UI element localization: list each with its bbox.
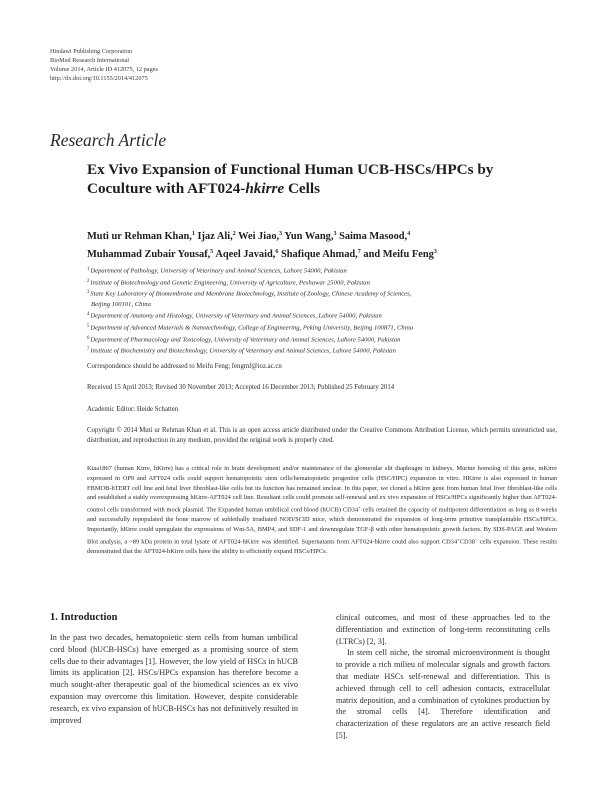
intro-paragraph-1-continued: clinical outcomes, and most of these approaches led to the differentiation and extinction of long-term reconstituting cells (LTRCs) [2, 3]. bbox=[336, 613, 550, 646]
author-affiliation-number: 5 bbox=[210, 248, 214, 255]
title-line-2-italic: hkirre bbox=[245, 180, 285, 197]
author-name: Shafique Ahmad, bbox=[280, 248, 358, 260]
affiliation-number: 4 bbox=[87, 312, 90, 318]
title-line-2-suffix: Cells bbox=[284, 180, 321, 197]
abstract-sup-3: − bbox=[475, 536, 478, 542]
affiliation-number: 1 bbox=[87, 267, 90, 272]
academic-editor: Academic Editor: Heide Schatten bbox=[87, 406, 179, 413]
affiliation-list bbox=[87, 265, 557, 357]
abstract bbox=[87, 464, 557, 557]
affiliation-text-continued: Beijing 100101, China bbox=[91, 301, 151, 309]
affiliation-text: Department of Anatomy and Histology, University of Veterinary and Animal Sciences, Lahore 54000, Pakistan bbox=[90, 312, 382, 320]
affiliation-item bbox=[87, 265, 557, 277]
journal-name: BioMed Research International bbox=[50, 57, 130, 64]
affiliation-number: 7 bbox=[87, 347, 90, 353]
affiliation-text: Department of Advanced Materials & Nanotechnology, College of Engineering, Peking University, Beijing 100871, China bbox=[90, 324, 414, 332]
masthead bbox=[50, 47, 158, 83]
author-name: Muti ur Rehman Khan, bbox=[87, 231, 192, 242]
author-name: Yun Wang, bbox=[284, 231, 334, 242]
abstract-part-3: CD38 bbox=[459, 538, 476, 546]
affiliation-number: 3 bbox=[87, 290, 90, 296]
correspondence: Correspondence should be addressed to Meifu Feng; fengmf@ioz.ac.cn bbox=[87, 363, 282, 370]
author-name: Saima Masood, bbox=[339, 231, 408, 242]
author-affiliation-number: 1 bbox=[191, 231, 195, 237]
affiliation-number: 5 bbox=[87, 324, 90, 330]
intro-paragraph-1: In the past two decades, hematopoietic stem cells from human umbilical cord blood (hUCB-HSCs) have emerged as a promising source of stem cells due to their advantages [1]. However, the low yield of HSCs in hUCB limits its application [2]. HSCs/HPCs expansion has therefore become a much sought-after therapeutic goal of the biomedical sciences as ex vivo expansion may overcome this limitation. However, despite considerable research, ex vivo expansion of hUCB-HSCs has not definitively resulted in improved bbox=[50, 633, 298, 725]
author-name: Wei Jiao, bbox=[238, 231, 280, 242]
affiliation-text: State Key Laboratory of Biomembrane and Membrane Biotechnology, Institute of Zoology, Chinese Academy of Sciences, bbox=[90, 290, 412, 298]
affiliation-item bbox=[87, 345, 557, 357]
abstract-part-4: cells expansion. These results demonstrated that the AFT024-hKirre cells have the ability to efficiently expand HSCs/HPCs. bbox=[87, 538, 557, 555]
affiliation-text: Department of Pharmacology and Toxicology, University of Veterinary and Animal Sciences, Lahore 54000, Pakistan bbox=[90, 336, 401, 344]
doi-link[interactable]: http://dx.doi.org/10.1155/2014/412075 bbox=[50, 75, 148, 82]
author-list bbox=[87, 227, 557, 262]
affiliation-item bbox=[87, 334, 557, 346]
article-title bbox=[87, 160, 557, 198]
affiliation-item bbox=[87, 288, 557, 310]
author-affiliation-number: 3 bbox=[333, 231, 337, 237]
author-affiliation-number: 3 bbox=[279, 231, 283, 237]
affiliation-item bbox=[87, 277, 557, 289]
affiliation-text: Department of Pathology, University of Veterinary and Animal Sciences, Lahore 54000, Pakistan bbox=[90, 267, 347, 275]
abstract-sup-2: + bbox=[457, 536, 460, 542]
affiliation-number: 6 bbox=[87, 335, 90, 341]
author-affiliation-number: 3 bbox=[433, 248, 437, 255]
author-name: and Meifu Feng bbox=[363, 248, 434, 260]
affiliation-number: 2 bbox=[87, 278, 90, 284]
abstract-part-2: cells retained the capacity of multipotent differentiation as long as 8 weeks and successfully repopulated the bone marrow of sublethally irradiated NOD/SCID mice, which demonstrated the expansion of long-term primitive transplantable HSCs/HPCs. Importantly, hKirre could upregulate the expressions of Wnt-5A, BMP4, and SDF-1 and downregulate TGF-β with other hematopoietic growth factors. By SDS-PAGE and Western Blot analysis, a ~89 kDa protein in total lysate of AFT024-hKirre was identified. Supernatants from AFT024-hkirre could also support CD34 bbox=[87, 506, 557, 546]
article-type: Research Article bbox=[50, 130, 167, 150]
author-affiliation-number: 4 bbox=[407, 231, 411, 237]
section-heading-introduction: 1. Introduction bbox=[50, 612, 118, 623]
author-affiliation-number: 7 bbox=[357, 248, 361, 255]
body-column-left bbox=[50, 612, 298, 726]
affiliation-text: Institute of Biotechnology and Genetic Engineering, University of Agriculture, Peshawar 25000, Pakistan bbox=[90, 279, 370, 287]
author-affiliation-number: 6 bbox=[275, 248, 279, 255]
author-affiliation-number: 2 bbox=[232, 231, 236, 237]
abstract-sup-1: + bbox=[358, 505, 361, 510]
volume-line: Volume 2014, Article ID 412075, 12 pages bbox=[50, 66, 158, 73]
author-name: Aqeel Javaid, bbox=[215, 248, 276, 260]
affiliation-item bbox=[87, 322, 557, 334]
publication-dates: Received 15 April 2013; Revised 30 November 2013; Accepted 16 December 2013; Published 25 February 2014 bbox=[87, 384, 395, 391]
author-name: Ijaz Ali, bbox=[197, 231, 233, 242]
title-line-1: Ex Vivo Expansion of Functional Human UCB-HSCs/HPCs by bbox=[87, 161, 494, 178]
author-name: Muhammad Zubair Yousaf, bbox=[87, 248, 211, 260]
affiliation-text: Institute of Biochemistry and Biotechnology, University of Veterinary and Animal Sciences, Lahore 54000, Pakistan bbox=[90, 347, 396, 355]
title-line-2-prefix: Coculture with AFT024- bbox=[87, 180, 246, 197]
intro-paragraph-2: In stem cell niche, the stromal microenvironment is thought to provide a rich milieu of molecular signals and growth factors that mediate HSCs self-renewal and differentiation. This is achieved through cell to cell adhesion contacts, extracellular matrix deposition, and a combination of cytokines production by the stromal cells [4]. Therefore identification and characterization of these regulators are an active research field [5]. bbox=[336, 648, 550, 740]
publisher: Hindawi Publishing Corporation bbox=[50, 48, 133, 55]
copyright-notice: Copyright © 2014 Muti ur Rehman Khan et al. This is an open access article distributed under the Creative Commons Attribution License, which permits unrestricted use, distribution, and reproduction in any medium, provided the original work is properly cited. bbox=[87, 427, 557, 444]
abstract-part-1: Kiaa1867 (human Kirre, hKirre) has a critical role in brain development and/or maintenance of the glomerular slit diaphragm in kidneys. Murine homolog of this gene, mKirre expressed in OP9 and AFT024 cells could support hematopoietic stem cells/hematopoietic progenitor cells (HSC/HPC) expansion in vitro. HKirre is also expressed in human FBMOB-hTERT cell line and fetal liver fibroblast-like cells but its function has remained unclear. In this paper, we cloned a hKirre gene from human fetal liver fibroblast-like cells and established a stably overexpressing hKirre-AFT024 cell line. Resultant cells could promote self-renewal and ex vivo expansion of HSCs/HPCs significantly higher than AFT024-control cells transformed with mock plasmid. The Expanded human umbilical cord blood (hUCB) CD34 bbox=[87, 465, 557, 514]
affiliation-item bbox=[87, 310, 557, 322]
body-column-right bbox=[336, 612, 550, 742]
